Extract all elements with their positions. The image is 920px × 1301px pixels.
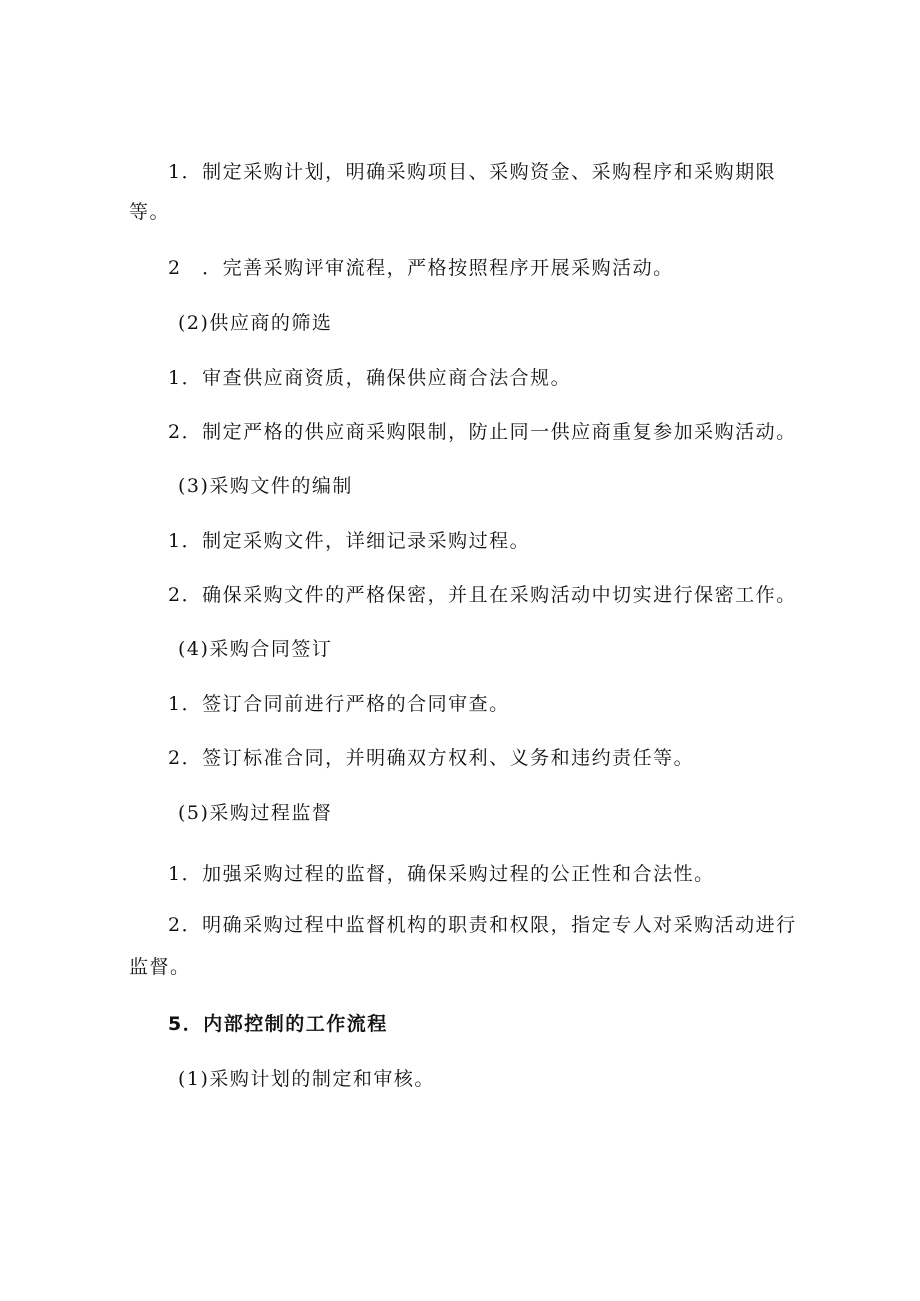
item-contract-2: 2．签订标准合同，并明确双方权利、义务和违约责任等。 bbox=[168, 747, 695, 769]
item-supervision-2: 2．明确采购过程中监督机构的职责和权限，指定专人对采购活动进行 bbox=[168, 914, 797, 936]
section-heading-contract: (4)采购合同签订 bbox=[178, 638, 333, 660]
item-plan-2: 2 ．完善采购评审流程，严格按照程序开展采购活动。 bbox=[168, 257, 674, 279]
item-supplier-1: 1．审查供应商资质，确保供应商合法合规。 bbox=[168, 367, 572, 389]
item-plan-1: 1．制定采购计划，明确采购项目、采购资金、采购程序和采购期限 bbox=[168, 161, 777, 183]
section-heading-internal-control: 5．内部控制的工作流程 bbox=[168, 1013, 388, 1035]
item-documents-1: 1．制定采购文件，详细记录采购过程。 bbox=[168, 530, 531, 552]
item-documents-2: 2．确保采购文件的严格保密，并且在采购活动中切实进行保密工作。 bbox=[168, 584, 797, 606]
item-supervision-2-cont: 监督。 bbox=[129, 956, 191, 978]
item-internal-control-1: (1)采购计划的制定和审核。 bbox=[178, 1068, 435, 1090]
section-heading-supplier: (2)供应商的筛选 bbox=[178, 312, 333, 334]
item-contract-1: 1．签订合同前进行严格的合同审查。 bbox=[168, 693, 510, 715]
item-plan-1-cont: 等。 bbox=[129, 201, 171, 223]
item-supervision-1: 1．加强采购过程的监督，确保采购过程的公正性和合法性。 bbox=[168, 863, 715, 885]
item-supplier-2: 2．制定严格的供应商采购限制，防止同一供应商重复参加采购活动。 bbox=[168, 421, 797, 443]
section-heading-supervision: (5)采购过程监督 bbox=[178, 802, 333, 824]
section-heading-documents: (3)采购文件的编制 bbox=[178, 475, 353, 497]
